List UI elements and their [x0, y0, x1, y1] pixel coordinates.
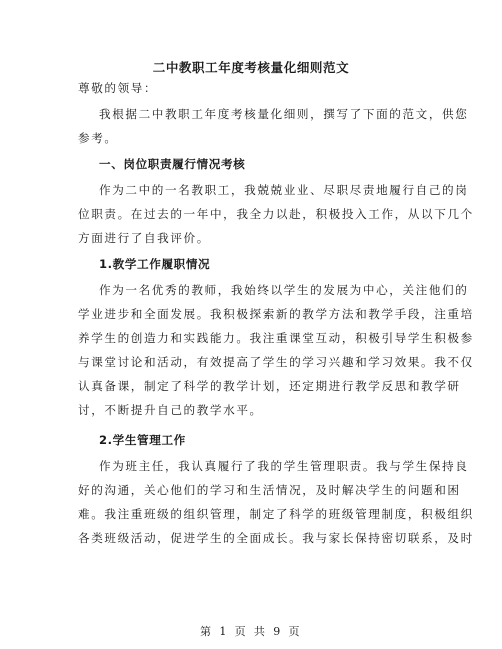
paragraph-line: 作为一名优秀的教师，我始终以学生的发展为中心，关注他们的	[99, 283, 469, 297]
subsection-heading-2: 2.学生管理工作	[99, 433, 186, 447]
paragraph-line: 作为班主任，我认真履行了我的学生管理职责。我与学生保持良	[99, 459, 469, 473]
section-heading-1: 一、岗位职责履行情况考核	[99, 157, 246, 171]
paragraph-line: 难。我注重班级的组织管理，制定了科学的班级管理制度，积极组织	[78, 507, 474, 521]
document-title: 二中教职工年度考核量化细则范文	[152, 60, 350, 75]
paragraph-line: 养学生的创造力和实践能力。我注重课堂互动，积极引导学生积极参	[78, 331, 474, 345]
paragraph-line: 好的沟通，关心他们的学习和生活情况，及时解决学生的问题和困	[78, 483, 461, 497]
paragraph-line: 作为二中的一名教职工，我兢兢业业、尽职尽责地履行自己的岗	[99, 183, 469, 197]
intro-line-1: 我根据二中教职工年度考核量化细则，撰写了下面的范文，供您	[99, 107, 469, 121]
greeting: 尊敬的领导：	[78, 81, 158, 95]
paragraph-line: 讨，不断提升自己的教学水平。	[78, 403, 263, 417]
paragraph-line: 学业进步和全面发展。我积极探索新的教学方法和教学手段，注重培	[78, 307, 474, 321]
paragraph-line: 各类班级活动，促进学生的全面成长。我与家长保持密切联系，及时	[78, 531, 474, 545]
subsection-heading-1: 1.教学工作履职情况	[99, 257, 211, 271]
paragraph-line: 方面进行了自我评价。	[78, 231, 210, 245]
intro-line-2: 参考。	[78, 131, 118, 145]
paragraph-line: 认真备课，制定了科学的教学计划，还定期进行教学反思和教学研	[78, 379, 461, 393]
paragraph-line: 与课堂讨论和活动，有效提高了学生的学习兴趣和学习效果。我不仅	[78, 355, 474, 369]
paragraph-line: 位职责。在过去的一年中，我全力以赴，积极投入工作，从以下几个	[78, 207, 474, 221]
page-footer: 第 1 页 共 9 页	[200, 625, 302, 638]
